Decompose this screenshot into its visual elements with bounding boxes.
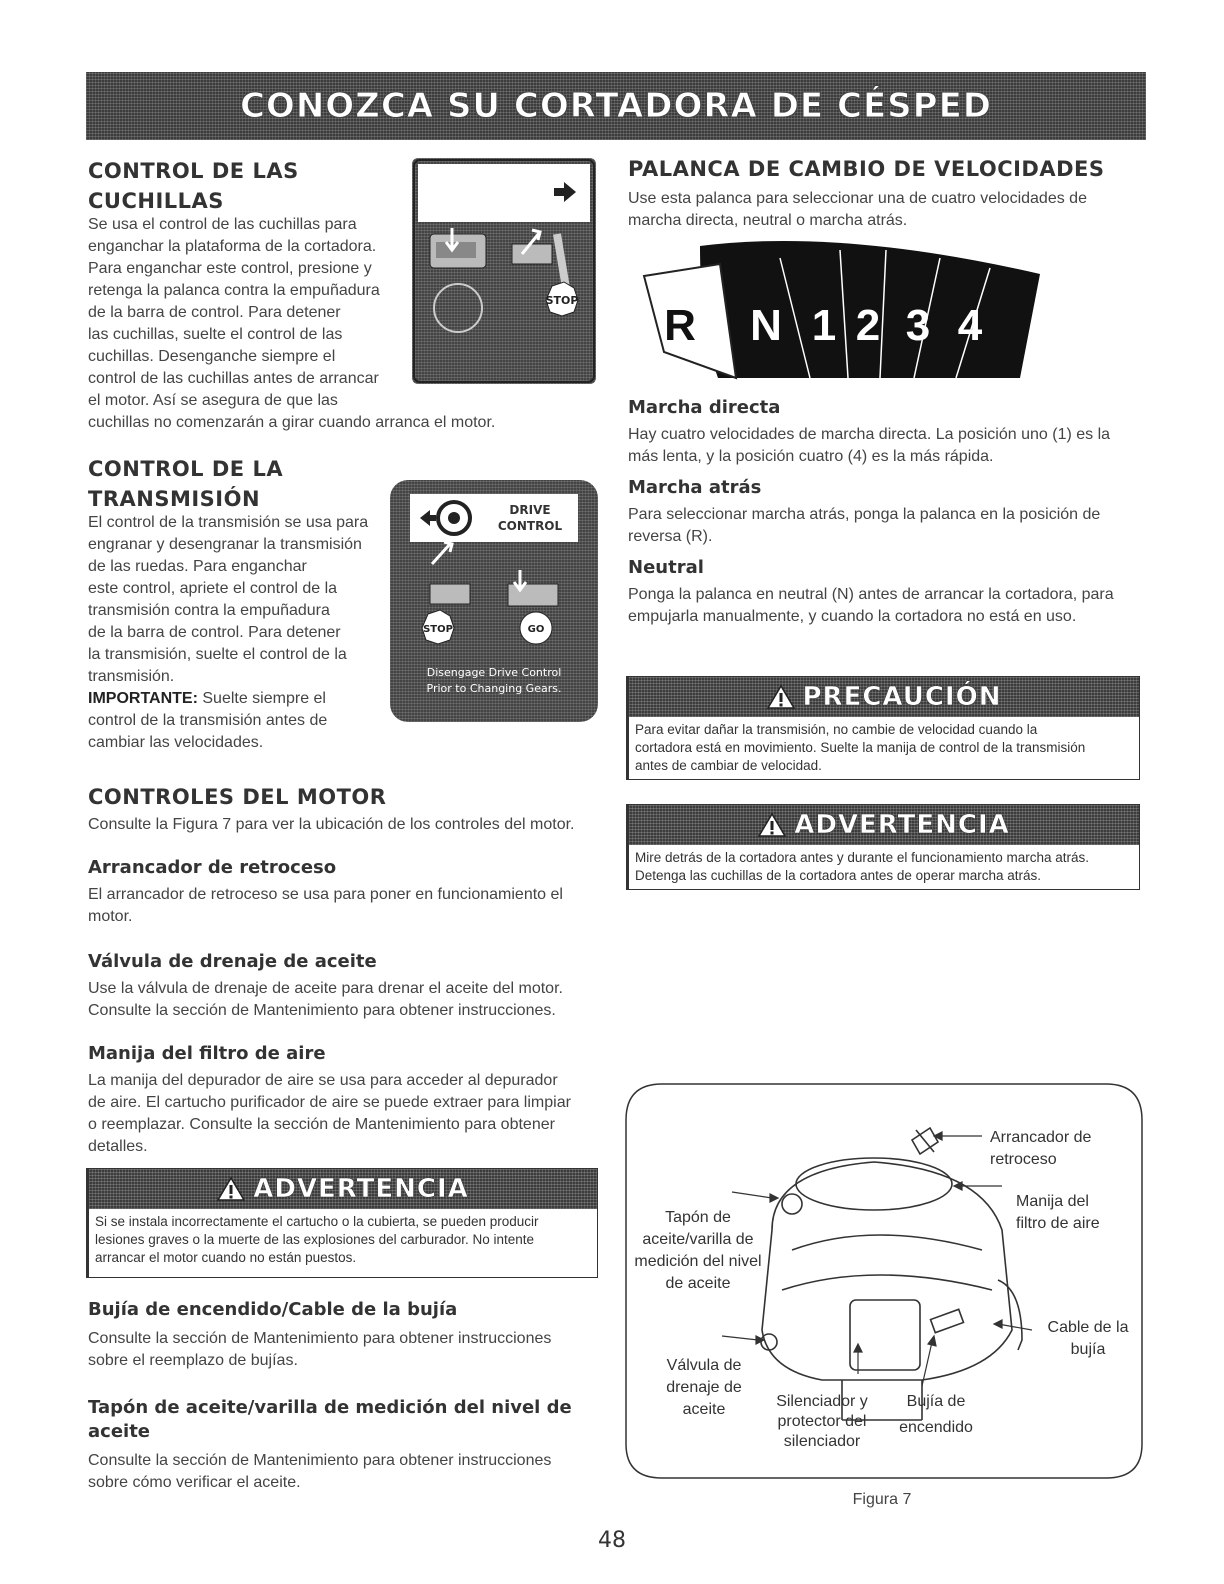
warning-icon: [217, 1176, 245, 1202]
label-recoil-2: retroceso: [990, 1151, 1057, 1168]
gear-1: 1: [811, 301, 837, 350]
gear-lever-heading: PALANCA DE CAMBIO DE VELOCIDADES: [628, 157, 1105, 181]
caution-box: [626, 676, 1140, 780]
decal-drive-title: DRIVE: [509, 503, 551, 517]
label-wire-1: Cable de la: [1047, 1319, 1129, 1336]
figure-caption: Figura 7: [852, 1491, 912, 1508]
forward-heading: Marcha directa: [628, 397, 781, 418]
spark-plug-text: Consulte la sección de Mantenimiento para obtener instrucciones sobre el reemplazo de bujías.: [88, 1330, 552, 1369]
label-valve-3: aceite: [682, 1401, 726, 1418]
warning-icon: [767, 684, 795, 710]
label-valve-1: Válvula de: [666, 1357, 742, 1374]
engine-figure: [622, 1080, 1146, 1484]
label-air-2: filtro de aire: [1016, 1215, 1100, 1232]
blade-control-text: Se usa el control de las cuchillas para enganchar la plataforma de la cortadora. Para enganchar este control, presione y retenga la palanca contra la empuñadura de la barra de control. Para detener las cuchillas, suelte el control de las cuchillas. Desenganche siempre el control de las cuchillas antes de arrancar el motor. Así se asegura de que las cuchillas no comenzarán a girar cuando arranca el motor.: [88, 216, 496, 431]
forward-text: Hay cuatro velocidades de marcha directa. La posición uno (1) es la más lenta, y la posición cuatro (4) es la más rápida.: [628, 426, 1111, 465]
decal-note-2: Prior to Changing Gears.: [426, 682, 562, 695]
transmission-control-heading: CONTROL DE LA TRANSMISIÓN: [88, 457, 284, 511]
caution-title: PRECAUCIÓN: [802, 682, 1002, 712]
gear-4: 4: [957, 301, 983, 350]
recoil-starter-text: El arrancador de retroceso se usa para poner en funcionamiento el motor.: [88, 886, 563, 925]
label-cap-4: de aceite: [665, 1275, 731, 1292]
label-cap-3: medición del nivel: [634, 1253, 762, 1270]
spark-plug-heading: Bujía de encendido/Cable de la bujía: [88, 1299, 458, 1320]
oil-drain-heading: Válvula de drenaje de aceite: [88, 951, 377, 972]
engine-controls-intro: Consulte la Figura 7 para ver la ubicación de los controles del motor.: [88, 816, 575, 833]
label-valve-2: drenaje de: [666, 1379, 742, 1396]
recoil-starter-heading: Arrancador de retroceso: [88, 857, 337, 878]
page-number: 48: [598, 1528, 626, 1553]
gear-shift-graphic: [640, 228, 1056, 384]
warning-header: [89, 1169, 597, 1209]
caution-header: [629, 677, 1139, 717]
warning-reverse-header: [629, 805, 1139, 845]
warning-icon: [758, 812, 786, 838]
reverse-text: Para seleccionar marcha atrás, ponga la palanca en la posición de reversa (R).: [628, 506, 1101, 545]
label-muffler-3: silenciador: [783, 1433, 861, 1450]
important-label: IMPORTANTE:: [88, 690, 198, 707]
label-plug-2: encendido: [899, 1419, 973, 1436]
gear-lever-text: Use esta palanca para seleccionar una de cuatro velocidades de marcha directa, neutral o marcha atrás.: [628, 190, 1087, 229]
decal-stop-text-2: STOP: [423, 624, 453, 635]
drive-control-decal: [390, 480, 598, 722]
label-air-1: Manija del: [1016, 1193, 1089, 1210]
label-cap-1: Tapón de: [665, 1209, 731, 1226]
label-cap-2: aceite/varilla de: [642, 1231, 754, 1248]
decal-go-text: GO: [527, 624, 545, 635]
air-filter-text: La manija del depurador de aire se usa para acceder al depurador de aire. El cartucho purificador de aire se puede extraer para limpiar o reemplazar. Consulte la sección de Mantenimiento para obtener detalles.: [88, 1072, 571, 1155]
warning-reverse-text: Mire detrás de la cortadora antes y durante el funcionamiento marcha atrás. Detenga las cuchillas de la cortadora antes de operar marcha atrás.: [635, 850, 1089, 883]
neutral-text: Ponga la palanca en neutral (N) antes de arrancar la cortadora, para empujarla manualmente, y cuando la cortadora no está en uso.: [628, 586, 1114, 625]
decal-stop-text: STOP: [545, 294, 579, 307]
gear-r: R: [664, 301, 696, 350]
caution-text: Para evitar dañar la transmisión, no cambie de velocidad cuando la cortadora está en movimiento. Suelte la manija de control de la transmisión antes de cambiar de velocidad.: [635, 722, 1086, 773]
blade-control-heading: CONTROL DE LAS CUCHILLAS: [88, 159, 299, 213]
engine-controls-heading: CONTROLES DEL MOTOR: [88, 785, 387, 809]
decal-note-1: Disengage Drive Control: [426, 666, 562, 679]
oil-drain-text: Use la válvula de drenaje de aceite para drenar el aceite del motor. Consulte la sección de Mantenimiento para obtener instrucciones.: [88, 980, 563, 1019]
transmission-control-text: El control de la transmisión se usa para engranar y desengranar la transmisión de las ruedas. Para enganchar este control, apriete el control de la transmisión contra la empuñadura de la barra de control. Para detener la transmisión, suelte el control de la transmisión. IMPORTANTE: Suelte siempre el control de la transmisión antes de cambiar las velocidades.: [88, 514, 369, 751]
air-filter-heading: Manija del filtro de aire: [88, 1043, 326, 1064]
blade-control-decal: [412, 158, 596, 384]
label-plug-1: Bujía de: [906, 1393, 966, 1410]
page-banner: [86, 72, 1146, 140]
gear-3: 3: [905, 301, 931, 350]
warning-air-filter-box: [86, 1168, 598, 1278]
reverse-heading: Marcha atrás: [628, 477, 762, 498]
decal-control-title: CONTROL: [497, 519, 563, 533]
gear-2: 2: [855, 301, 881, 350]
page-title: CONOZCA SU CORTADORA DE CÉSPED: [239, 86, 993, 126]
label-muffler-1: Silenciador y: [776, 1393, 868, 1410]
label-wire-2: bujía: [1070, 1341, 1106, 1358]
dipstick-text: Consulte la sección de Mantenimiento para obtener instrucciones sobre cómo verificar el aceite.: [88, 1452, 552, 1491]
label-muffler-2: protector del: [777, 1413, 867, 1430]
engine-drawing: [761, 1128, 1022, 1420]
dipstick-heading: Tapón de aceite/varilla de medición del nivel de aceite: [88, 1397, 572, 1442]
warning-title: ADVERTENCIA: [253, 1174, 469, 1204]
warning-reverse-box: [626, 804, 1140, 890]
neutral-heading: Neutral: [628, 557, 704, 578]
gear-n: N: [750, 301, 782, 350]
warning-reverse-title: ADVERTENCIA: [794, 810, 1010, 840]
label-recoil-1: Arrancador de: [990, 1129, 1092, 1146]
warning-text: Si se instala incorrectamente el cartucho o la cubierta, se pueden producir lesiones graves o la muerte de las explosiones del carburador. No intente arrancar el motor cuando no están puestos.: [95, 1214, 539, 1265]
